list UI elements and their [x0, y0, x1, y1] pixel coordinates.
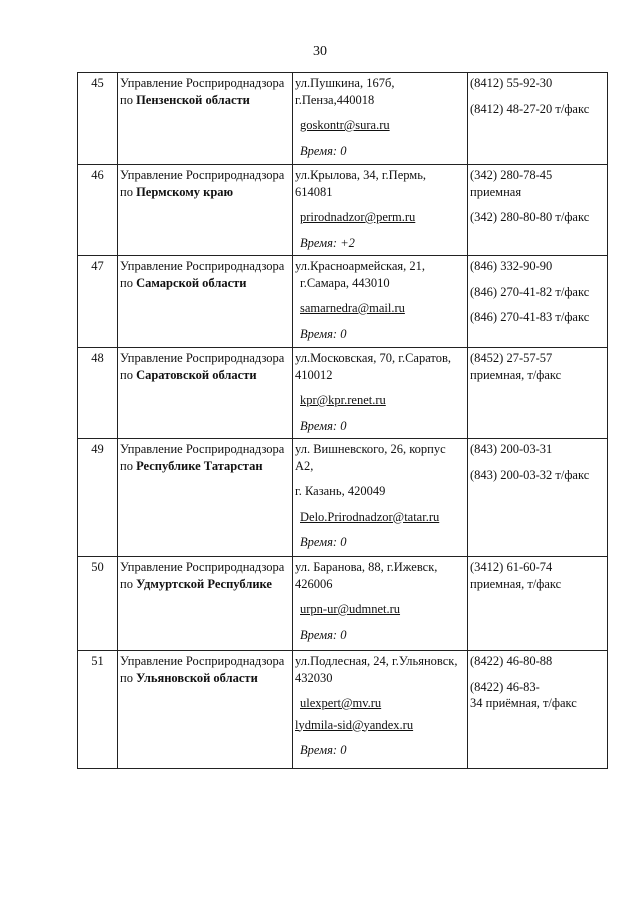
- email-link[interactable]: ulexpert@mv.ru: [300, 696, 382, 710]
- address-line: г.Пенза,440018: [295, 92, 375, 107]
- organization-prefix: по: [120, 92, 133, 107]
- phone-line: (8422) 46-83-: [470, 679, 540, 694]
- address-line: ул.Пушкина, 167б,: [295, 76, 395, 90]
- organization-prefix: по: [120, 184, 133, 199]
- address-cell: [293, 165, 468, 256]
- phone-cell: [468, 165, 608, 256]
- email-link[interactable]: Delo.Prirodnadzor@tatar.ru: [300, 509, 440, 524]
- email-link[interactable]: kpr@kpr.renet.ru: [300, 393, 386, 407]
- row-number: 45: [78, 73, 118, 165]
- organization-prefix: по: [120, 458, 133, 473]
- phone-line: (843) 200-03-31: [470, 442, 553, 456]
- phone-line: (846) 332-90-90: [470, 259, 553, 273]
- phone-line: (3412) 61-60-74: [470, 560, 553, 574]
- organization-region: Республике Татарстан: [136, 458, 263, 473]
- organization-region: Удмуртской Республике: [136, 576, 272, 591]
- address-line: ул. Баранова, 88, г.Ижевск,: [295, 560, 438, 574]
- email-link[interactable]: urpn-ur@udmnet.ru: [300, 602, 401, 616]
- organization-name: Управление Росприроднадзора: [120, 76, 285, 90]
- phone-line: 34 приёмная, т/факс: [470, 696, 577, 710]
- organization-cell: [118, 256, 293, 348]
- phone-cell: [468, 256, 608, 348]
- table-row: [78, 651, 608, 769]
- organization-name: Управление Росприроднадзора: [120, 442, 285, 456]
- phone-cell: [468, 348, 608, 439]
- organization-cell: [118, 73, 293, 165]
- phone-line: (8412) 55-92-30: [470, 76, 553, 90]
- address-cell: [293, 256, 468, 348]
- address-line: ул. Вишневского, 26, корпус: [295, 442, 446, 456]
- phone-line: (8412) 48-27-20 т/факс: [470, 101, 590, 116]
- organization-region: Самарской области: [136, 275, 247, 290]
- page-number: 30: [313, 44, 327, 59]
- address-line: ул.Красноармейская, 21,: [295, 259, 426, 273]
- phone-cell: [468, 73, 608, 165]
- row-number: 50: [78, 557, 118, 651]
- table-row: [78, 348, 608, 439]
- row-number: 51: [78, 651, 118, 769]
- address-line: 426006: [295, 576, 333, 591]
- table-row: [78, 73, 608, 165]
- organization-name: Управление Росприроднадзора: [120, 259, 285, 273]
- timezone-offset: Время: 0: [300, 326, 347, 341]
- organization-region: Пермскому краю: [136, 184, 234, 199]
- address-line: 432030: [295, 670, 333, 685]
- address-line: ул.Крылова, 34, г.Пермь,: [295, 168, 427, 182]
- phone-line: (342) 280-80-80 т/факс: [470, 210, 590, 224]
- row-number: 49: [78, 439, 118, 557]
- timezone-offset: Время: 0: [300, 627, 347, 642]
- phone-line: приемная: [470, 184, 522, 199]
- address-cell: [293, 439, 468, 557]
- address-cell: [293, 651, 468, 769]
- timezone-offset: Время: +2: [300, 235, 355, 250]
- organization-cell: [118, 557, 293, 651]
- phone-line: (846) 270-41-82 т/факс: [470, 284, 590, 299]
- phone-cell: [468, 439, 608, 557]
- organization-region: Пензенской области: [136, 92, 250, 107]
- address-line: г. Казань, 420049: [295, 484, 386, 498]
- address-line: ул.Московская, 70, г.Саратов,: [295, 351, 451, 365]
- phone-cell: [468, 557, 608, 651]
- email-link[interactable]: prirodnadzor@perm.ru: [300, 210, 416, 224]
- table-row: [78, 256, 608, 348]
- organization-cell: [118, 165, 293, 256]
- address-cell: [293, 557, 468, 651]
- organization-cell: [118, 439, 293, 557]
- row-number: 47: [78, 256, 118, 348]
- address-line: ул.Подлесная, 24, г.Ульяновск,: [295, 654, 458, 668]
- row-number: 48: [78, 348, 118, 439]
- organization-prefix: по: [120, 367, 133, 382]
- organization-cell: [118, 348, 293, 439]
- organization-name: Управление Росприроднадзора: [120, 560, 285, 574]
- email-link[interactable]: samarnedra@mail.ru: [300, 301, 405, 315]
- organization-name: Управление Росприроднадзора: [120, 654, 285, 668]
- email-link[interactable]: lydmila-sid@yandex.ru: [295, 717, 414, 732]
- phone-line: приемная, т/факс: [470, 367, 562, 382]
- contacts-table-body: [78, 73, 608, 769]
- table-row: [78, 439, 608, 557]
- timezone-offset: Время: 0: [300, 535, 347, 549]
- email-link[interactable]: goskontr@sura.ru: [300, 118, 390, 132]
- address-cell: [293, 73, 468, 165]
- address-line: г.Самара, 443010: [300, 275, 390, 290]
- contacts-table: [77, 72, 608, 769]
- table-row: [78, 165, 608, 256]
- timezone-offset: Время: 0: [300, 143, 347, 158]
- organization-region: Ульяновской области: [136, 670, 258, 685]
- table-row: [78, 557, 608, 651]
- phone-line: (846) 270-41-83 т/факс: [470, 310, 590, 324]
- phone-line: приемная, т/факс: [470, 576, 562, 591]
- row-number: 46: [78, 165, 118, 256]
- phone-line: (843) 200-03-32 т/факс: [470, 467, 590, 482]
- organization-region: Саратовской области: [136, 367, 257, 382]
- phone-line: (342) 280-78-45: [470, 168, 553, 182]
- phone-line: (8452) 27-57-57: [470, 351, 553, 365]
- phone-cell: [468, 651, 608, 769]
- address-line: А2,: [295, 458, 314, 473]
- address-line: 614081: [295, 184, 333, 199]
- organization-prefix: по: [120, 576, 133, 591]
- organization-cell: [118, 651, 293, 769]
- timezone-offset: Время: 0: [300, 743, 347, 757]
- organization-name: Управление Росприроднадзора: [120, 168, 285, 182]
- address-cell: [293, 348, 468, 439]
- organization-name: Управление Росприроднадзора: [120, 351, 285, 365]
- address-line: 410012: [295, 367, 333, 382]
- organization-prefix: по: [120, 275, 133, 290]
- phone-line: (8422) 46-80-88: [470, 654, 553, 668]
- timezone-offset: Время: 0: [300, 418, 347, 433]
- organization-prefix: по: [120, 670, 133, 685]
